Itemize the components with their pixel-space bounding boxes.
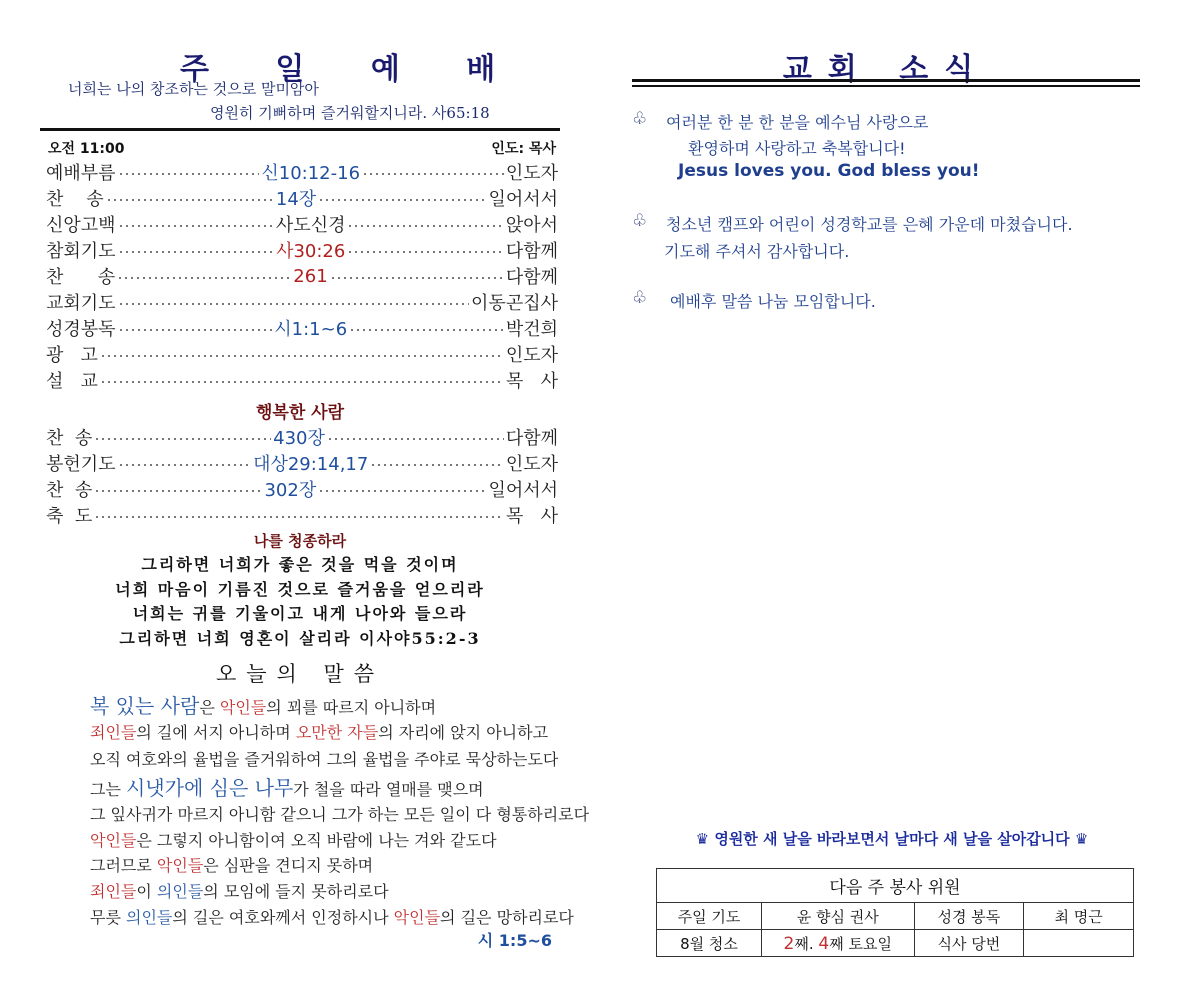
news-text: 환영하며 사랑하고 축복합니다! xyxy=(688,139,906,158)
table-cell-number: 4 xyxy=(818,933,830,954)
order-item-who: 목 사 xyxy=(506,506,558,527)
order-item-name: 봉헌기도 xyxy=(46,454,116,475)
club-icon: ♧ xyxy=(632,211,648,231)
order-item-who: 인도자 xyxy=(505,163,558,184)
psalm-line xyxy=(90,905,574,928)
news-title: 교회 소식 xyxy=(782,52,990,87)
order-item-name: 교회기도 xyxy=(46,293,116,314)
table-header: 다음 주 봉사 위원 xyxy=(657,869,1134,903)
order-item-who: 일어서서 xyxy=(488,189,558,210)
dot-leader xyxy=(349,329,504,331)
order-row xyxy=(46,159,558,185)
poem-title: 나를 청종하라 xyxy=(253,532,347,550)
dot-leader xyxy=(318,490,486,492)
order-item-name: 축 도 xyxy=(46,506,93,527)
psalm-reference: 시 1:5~6 xyxy=(477,931,552,950)
psalm-highlight: 악인들 xyxy=(219,698,267,717)
psalm-highlight: 악인들 xyxy=(393,908,441,927)
divider xyxy=(40,128,560,131)
order-row xyxy=(46,502,558,528)
table-cell-number: 2 xyxy=(783,933,795,954)
motto-banner xyxy=(662,828,1122,849)
news-text: 여러분 한 분 한 분을 예수님 사랑으로 xyxy=(666,113,929,132)
order-row xyxy=(46,237,558,263)
order-item-name: 설 교 xyxy=(46,371,98,392)
dot-leader xyxy=(118,173,260,175)
order-item-who: 다함께 xyxy=(505,267,559,288)
news-text: 청소년 캠프와 어린이 성경학교를 은혜 가운데 마쳤습니다. xyxy=(666,215,1073,234)
order-item-who: 다함께 xyxy=(505,241,558,262)
order-row xyxy=(46,263,558,289)
sermon-title: 행복한 사람 xyxy=(255,403,345,423)
dot-leader xyxy=(117,277,291,279)
order-item-reference: 시1:1~6 xyxy=(274,319,348,340)
psalm-highlight: 죄인들 xyxy=(90,723,137,742)
club-icon: ♧ xyxy=(632,109,648,129)
order-row xyxy=(46,211,558,237)
order-item-name: 찬 송 xyxy=(46,428,93,449)
service-leader: 인도: 목사 xyxy=(491,141,556,157)
order-item-name: 참회기도 xyxy=(46,241,116,262)
table-cell-text: 째 토요일 xyxy=(829,934,892,953)
order-item-reference: 신10:12-16 xyxy=(261,163,361,184)
table-cell-text: 째. xyxy=(794,934,819,953)
psalm-text: 은 심판을 견디지 못하며 xyxy=(203,856,374,875)
order-item-reference: 302장 xyxy=(264,480,317,501)
worship-title: 주 일 예 배 xyxy=(180,52,524,87)
church-news-panel xyxy=(632,0,1140,1002)
psalm-text: 의 길에 서지 아니하며 xyxy=(136,723,296,742)
psalm-highlight: 의인들 xyxy=(156,882,204,901)
worship-panel xyxy=(40,0,590,1002)
psalm-highlight: 의인들 xyxy=(126,908,173,927)
dot-leader xyxy=(330,277,504,279)
psalm-highlight: 죄인들 xyxy=(90,882,137,901)
dot-leader xyxy=(347,225,503,227)
psalm-line xyxy=(90,690,436,719)
dot-leader xyxy=(362,173,504,175)
crown-icon: ♛ xyxy=(1074,830,1089,848)
table-row xyxy=(657,903,1134,930)
psalm-text: 의 자리에 앉지 아니하고 xyxy=(378,723,549,742)
dot-leader xyxy=(106,199,274,201)
psalm-text: 이 xyxy=(136,882,157,901)
dot-leader xyxy=(318,199,486,201)
motto-text: 영원한 새 날을 바라보면서 날마다 새 날을 살아갑니다 xyxy=(714,830,1070,848)
psalm-line: 오직 여호와의 율법을 즐거워하여 그의 율법을 주야로 묵상하는도다 xyxy=(90,750,559,769)
order-item-who: 이동곤집사 xyxy=(471,293,558,314)
psalm-text: 의 모임에 들지 못하리로다 xyxy=(203,882,389,901)
poem-line: 너희는 귀를 기울이고 내게 나아와 들으라 xyxy=(132,604,468,623)
club-icon: ♧ xyxy=(632,288,648,308)
psalm-line xyxy=(90,720,548,743)
psalm-text: 은 xyxy=(199,698,220,717)
dot-leader xyxy=(94,516,504,518)
order-item-reference: 사30:26 xyxy=(276,241,346,262)
psalm-text: 무릇 xyxy=(90,908,126,927)
psalm-line xyxy=(90,853,373,876)
header-verse-line2: 영원히 기뻐하며 즐거워할지니라. 사65:18 xyxy=(210,104,490,122)
dot-leader xyxy=(118,251,275,253)
psalm-text: 의 꾀를 따르지 아니하며 xyxy=(266,698,437,717)
order-item-who: 인도자 xyxy=(505,454,559,475)
news-text: 기도해 주셔서 감사합니다. xyxy=(664,242,850,261)
table-cell xyxy=(1024,930,1134,957)
psalm-highlight: 시냇가에 심은 나무 xyxy=(126,776,294,800)
double-divider xyxy=(632,79,1140,87)
volunteer-table xyxy=(656,868,1134,957)
news-text: 예배후 말씀 나눔 모임합니다. xyxy=(670,292,876,311)
psalm-text: 의 길은 여호와께서 인정하시나 xyxy=(172,908,394,927)
table-cell: 최 명근 xyxy=(1024,903,1134,930)
psalm-text: 의 길은 망하리로다 xyxy=(440,908,574,927)
psalm-line: 그 잎사귀가 마르지 아니함 같으니 그가 하는 모든 일이 다 형통하리로다 xyxy=(90,805,590,824)
order-item-name: 찬 송 xyxy=(46,189,104,210)
order-item-reference: 14장 xyxy=(275,189,317,210)
table-cell: 성경 봉독 xyxy=(914,903,1024,930)
psalm-text: 그는 xyxy=(90,780,126,799)
dot-leader xyxy=(100,355,504,357)
psalm-highlight: 오만한 자들 xyxy=(295,723,379,742)
order-item-name: 찬 송 xyxy=(46,267,116,288)
order-item-reference: 사도신경 xyxy=(275,215,346,236)
table-row xyxy=(657,930,1134,957)
table-cell: 주일 기도 xyxy=(657,903,762,930)
order-item-who: 박건희 xyxy=(505,319,559,340)
order-row xyxy=(46,367,558,393)
order-row xyxy=(46,315,558,341)
psalm-line xyxy=(90,828,497,851)
psalm-highlight: 악인들 xyxy=(156,856,204,875)
header-verse-line1: 너희는 나의 창조하는 것으로 말미암아 xyxy=(68,80,319,98)
todays-word-title: 오늘의 말씀 xyxy=(215,662,385,686)
psalm-text: 은 그렇지 아니함이여 오직 바람에 나는 겨와 같도다 xyxy=(136,831,497,850)
dot-leader xyxy=(118,329,273,331)
order-item-who: 앉아서 xyxy=(505,215,559,236)
psalm-highlight: 복 있는 사람 xyxy=(90,694,200,718)
psalm-line xyxy=(90,879,389,902)
order-item-who: 다함께 xyxy=(505,428,558,449)
poem-line: 그리하면 너희 영혼이 살리라 이사야55:2-3 xyxy=(119,629,481,648)
dot-leader xyxy=(94,490,262,492)
dot-leader xyxy=(347,251,504,253)
order-item-who: 일어서서 xyxy=(488,480,559,501)
dot-leader xyxy=(118,303,469,305)
order-row xyxy=(46,289,558,315)
psalm-text: 가 철을 따라 열매를 맺으며 xyxy=(293,780,484,799)
order-row xyxy=(46,185,558,211)
order-item-name: 광 고 xyxy=(46,345,98,366)
poem-line: 그리하면 너희가 좋은 것을 먹을 것이며 xyxy=(141,555,459,574)
order-item-reference: 430장 xyxy=(273,428,325,449)
order-row xyxy=(46,341,558,367)
order-row xyxy=(46,476,558,502)
order-row xyxy=(46,450,558,476)
table-cell: 식사 당번 xyxy=(914,930,1024,957)
order-item-name: 찬 송 xyxy=(46,480,93,501)
dot-leader xyxy=(118,464,252,466)
dot-leader xyxy=(94,438,271,440)
order-item-name: 성경봉독 xyxy=(46,319,116,340)
order-item-name: 예배부름 xyxy=(46,163,116,184)
crown-icon: ♛ xyxy=(695,830,710,848)
order-item-reference: 261 xyxy=(293,265,328,287)
news-english-text: Jesus loves you. God bless you! xyxy=(678,161,980,181)
psalm-line xyxy=(90,772,484,801)
psalm-highlight: 악인들 xyxy=(90,831,137,850)
psalm-text: 그러므로 xyxy=(90,856,157,875)
order-item-who: 인도자 xyxy=(505,345,558,366)
table-cell: 윤 향심 권사 xyxy=(761,903,914,930)
dot-leader xyxy=(100,381,504,383)
dot-leader xyxy=(118,225,274,227)
poem-line: 너희 마음이 기름진 것으로 즐거움을 얻으리라 xyxy=(115,580,485,599)
order-item-name: 신앙고백 xyxy=(46,215,116,236)
dot-leader xyxy=(370,464,504,466)
order-item-who: 목 사 xyxy=(506,371,558,392)
table-cell: 8월 청소 xyxy=(657,930,762,957)
service-time: 오전 11:00 xyxy=(48,141,125,157)
order-row xyxy=(46,424,558,450)
order-item-reference: 대상29:14,17 xyxy=(253,454,369,475)
table-cell xyxy=(761,930,914,957)
dot-leader xyxy=(327,438,504,440)
